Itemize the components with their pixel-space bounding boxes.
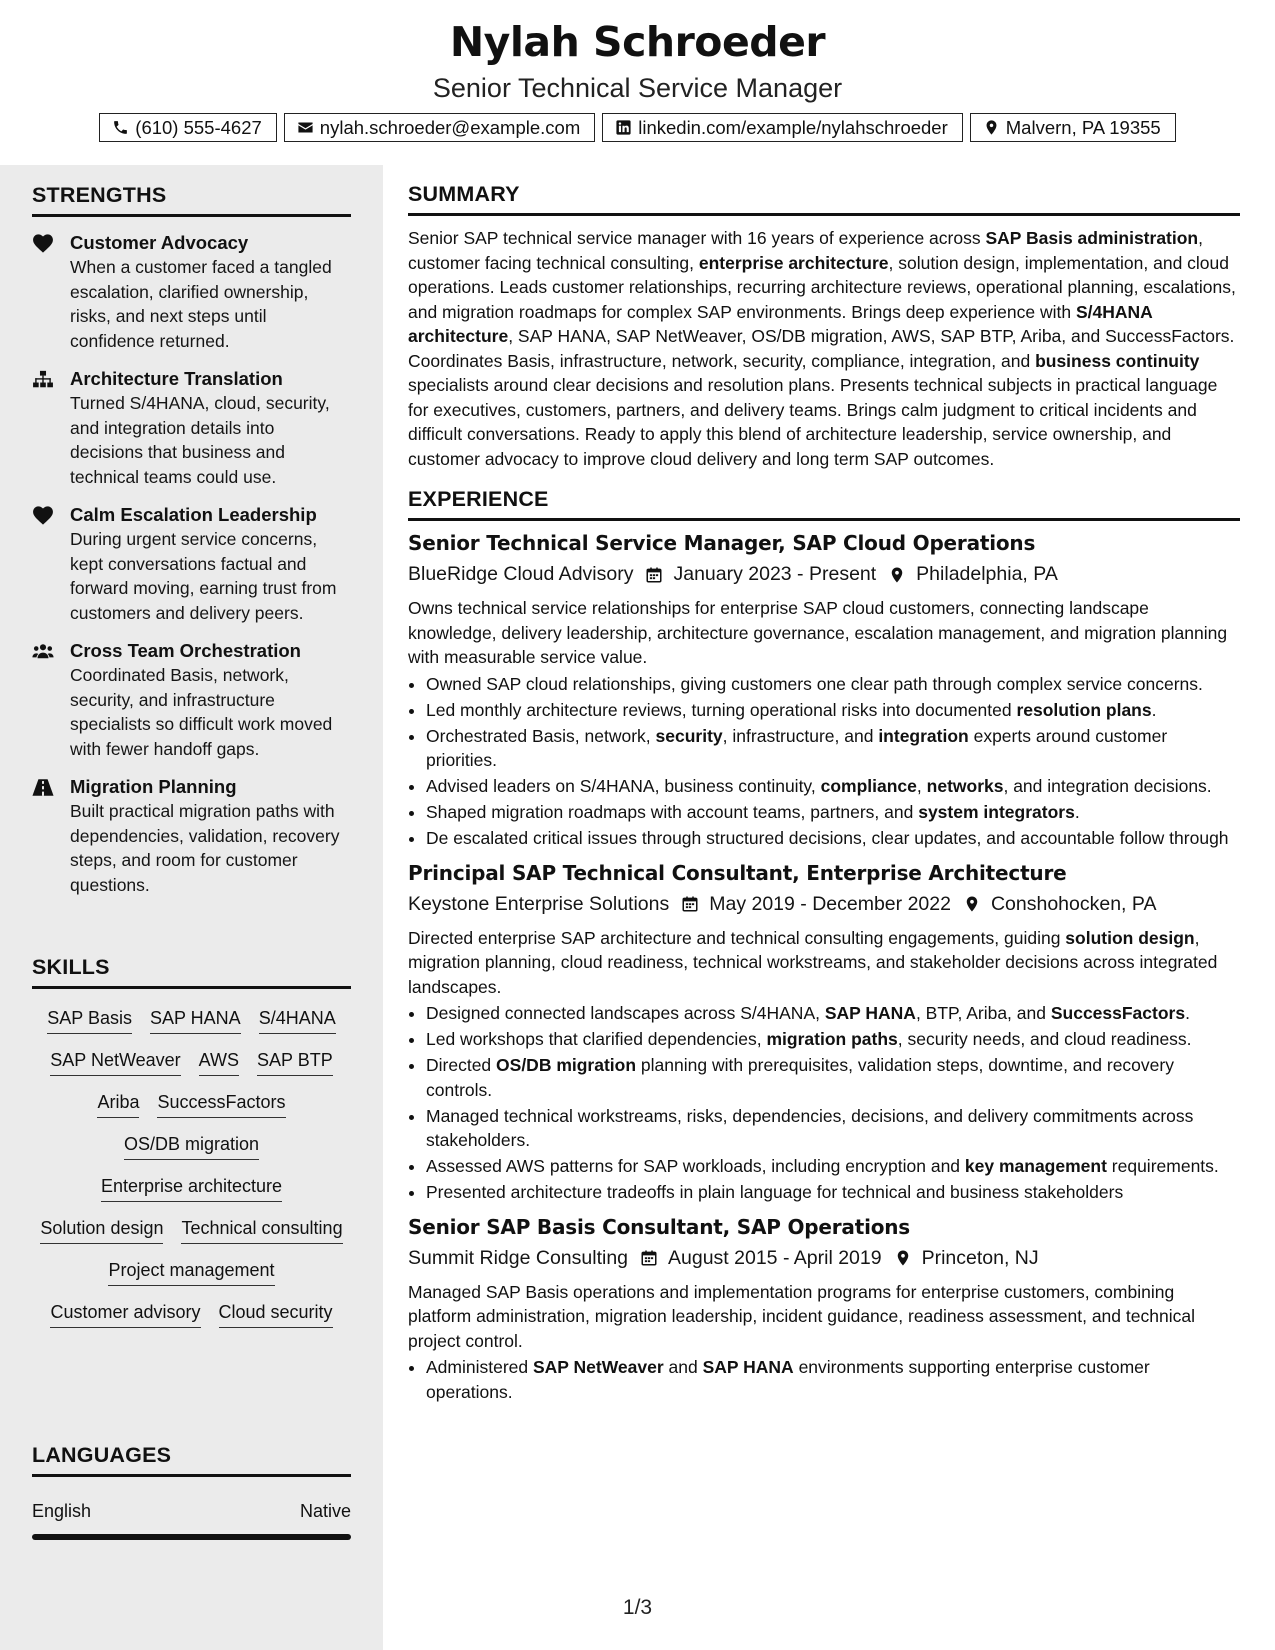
job-title: Principal SAP Technical Consultant, Enterprise Architecture (408, 860, 1067, 885)
sidebar (0, 165, 383, 1650)
text-run: and (663, 1357, 703, 1377)
skill-tag: Project management (108, 1259, 274, 1286)
text-run: Managed technical workstreams, risks, dependencies, decisions, and delivery commitments across stakeholders. (426, 1105, 1194, 1150)
text-run: Designed connected landscapes across S/4HANA, (426, 1003, 825, 1023)
text-run: Senior SAP technical service manager with 16 years of experience across (408, 228, 986, 248)
language-level: Native (299, 1501, 351, 1521)
phone-icon (112, 119, 129, 136)
bold-keyword: enterprise architecture (698, 252, 889, 273)
sitemap-icon (32, 370, 54, 389)
heart-icon (32, 234, 54, 253)
text-run: De escalated critical issues through structured decisions, clear updates, and accountable follow through (426, 828, 1229, 848)
text-run: Owns technical service relationships for enterprise SAP cloud customers, connecting landscape knowledge, delivery leadership, architecture governance, escalation management, and migration planning with measurable service value. (408, 598, 1228, 667)
bold-keyword: SuccessFactors (1050, 1003, 1186, 1023)
text-run: . (1151, 699, 1157, 720)
bullet-item (426, 826, 1240, 851)
strength-title: Calm Escalation Leadership (70, 504, 317, 525)
strength-title: Cross Team Orchestration (70, 640, 301, 661)
text-run: , security needs, and cloud readiness. (897, 1029, 1192, 1049)
bullet-item (426, 672, 1240, 697)
skill-tag: SuccessFactors (157, 1091, 285, 1118)
job-company: BlueRidge Cloud Advisory (408, 563, 634, 585)
job-title: Senior Technical Service Manager, SAP Cloud Operations (408, 531, 1036, 555)
skill-tag: Customer advisory (50, 1301, 200, 1328)
bullet-item (426, 1027, 1240, 1052)
job-bullets (408, 672, 1240, 851)
strengths-heading: STRENGTHS (32, 183, 351, 217)
job-bullets (408, 1001, 1240, 1205)
experience-heading: EXPERIENCE (408, 487, 1240, 521)
language-row (32, 1501, 351, 1522)
job-dates: May 2019 - December 2022 (709, 892, 951, 915)
text-run: Directed enterprise SAP architecture and technical consulting engagements, guiding (408, 927, 1066, 948)
skill-tag: OS/DB migration (124, 1133, 259, 1160)
strength-desc: When a customer faced a tangled escalation, clarified ownership, risks, and next steps until confidence returned. (70, 257, 332, 351)
job-title: Senior SAP Basis Consultant, SAP Operations (408, 1214, 911, 1239)
map-pin-icon (894, 1249, 912, 1267)
text-run: specialists around clear decisions and resolution plans. Presents technical subjects in practical language for executives, customers, partners, and delivery teams. Brings calm judgment to critical incidents and difficult conversations. Ready to apply this blend of architecture leadership, service ownership, and customer advocacy to improve cloud delivery and long term SAP outcomes. (408, 375, 1218, 469)
job-meta (408, 563, 1240, 586)
bullet-item (426, 1154, 1240, 1179)
bold-keyword: SAP Basis administration (985, 228, 1199, 248)
map-pin-icon (963, 895, 981, 913)
contact-phone-text: (610) 555-4627 (135, 116, 262, 138)
bullet-item (426, 1180, 1240, 1205)
text-run: Led monthly architecture reviews, turning operational risks into documented (426, 699, 1017, 720)
skill-tag: SAP Basis (47, 1007, 132, 1034)
job-meta (408, 1247, 1240, 1270)
bullet-item (426, 1355, 1240, 1404)
strength-desc: Coordinated Basis, network, security, and infrastructure specialists so difficult work moved with fewer handoff gaps. (70, 665, 333, 759)
strength-title: Customer Advocacy (70, 232, 249, 253)
language-name: English (32, 1501, 92, 1521)
page-number: 1/3 (622, 1596, 653, 1619)
text-run: Presented architecture tradeoffs in plain language for technical and business stakeholders (426, 1182, 1124, 1202)
text-run: Managed SAP Basis operations and implementation programs for enterprise customers, combining platform administration, migration leadership, incident guidance, readiness assessment, and technical project control. (408, 1281, 1195, 1351)
text-run: Assessed AWS patterns for SAP workloads, including encryption and (426, 1156, 965, 1176)
skill-tag: Technical consulting (181, 1217, 342, 1244)
job-location: Princeton, NJ (921, 1246, 1039, 1269)
bold-keyword: SAP NetWeaver (533, 1357, 664, 1377)
job-location: Philadelphia, PA (916, 563, 1058, 585)
bold-keyword: SAP HANA (702, 1357, 794, 1377)
contact-bar (0, 113, 1275, 142)
bold-keyword: business continuity (1035, 350, 1200, 371)
job-description (408, 596, 1240, 670)
bullet-item (426, 1104, 1240, 1153)
road-icon (32, 778, 54, 797)
bold-keyword: compliance (820, 776, 917, 796)
summary-text (408, 226, 1240, 471)
text-run: , SAP HANA, SAP NetWeaver, OS/DB migration, AWS, SAP BTP, Ariba, and SuccessFactors. Coordinates Basis, infrastructure, network, security, compliance, integration, and (408, 326, 1235, 371)
bold-keyword: migration paths (766, 1029, 898, 1049)
users-icon (32, 642, 54, 661)
strength-desc: Turned S/4HANA, cloud, security, and integration details into decisions that business and technical teams could use. (70, 393, 330, 487)
bold-keyword: networks (926, 776, 1004, 796)
job-dates: August 2015 - April 2019 (668, 1246, 882, 1269)
text-run: Orchestrated Basis, network, (426, 725, 656, 746)
contact-location-text: Malvern, PA 19355 (1005, 116, 1161, 138)
contact-email-text: nylah.schroeder@example.com (319, 116, 581, 138)
text-run: experts around customer priorities. (426, 725, 1168, 770)
job-meta (408, 893, 1240, 916)
text-run: planning with prerequisites, validation steps, downtime, and recovery controls. (426, 1055, 1174, 1100)
skill-tag: Cloud security (219, 1301, 333, 1328)
text-run: , customer facing technical consulting, (408, 228, 1204, 273)
skills-section (32, 955, 351, 1328)
language-proficiency-bar (32, 1534, 351, 1540)
main-content (408, 182, 1240, 1406)
languages-section (32, 1443, 351, 1540)
strength-item (32, 775, 351, 897)
text-run: Owned SAP cloud relationships, giving customers one clear path through complex service concerns. (426, 673, 1203, 694)
bold-keyword: OS/DB migration (496, 1055, 637, 1075)
strength-item (32, 639, 351, 761)
skill-tag: S/4HANA (259, 1007, 336, 1034)
resume-header (0, 0, 1275, 165)
contact-phone[interactable] (99, 113, 277, 142)
bold-keyword: key management (964, 1156, 1107, 1176)
job-company: Keystone Enterprise Solutions (408, 892, 670, 915)
text-run: Directed (426, 1055, 497, 1075)
contact-linkedin-text: linkedin.com/example/nylahschroeder (638, 116, 948, 138)
text-run: Led workshops that clarified dependencies, (426, 1029, 767, 1049)
skill-tag: AWS (199, 1049, 239, 1076)
contact-location (970, 113, 1176, 142)
candidate-name: Nylah Schroeder (449, 18, 826, 66)
bullet-item (426, 698, 1240, 723)
job-bullets (408, 1355, 1240, 1404)
job-description (408, 1280, 1240, 1354)
text-run: environments supporting enterprise customer operations. (426, 1357, 1150, 1402)
bold-keyword: S/4HANA architecture (408, 301, 1153, 346)
text-run: , migration planning, cloud readiness, technical workstreams, and stakeholder decisions across integrated landscapes. (408, 927, 1218, 997)
text-run: , BTP, Ariba, and (915, 1003, 1051, 1023)
bold-keyword: solution design (1065, 927, 1195, 948)
contact-email[interactable] (284, 113, 595, 142)
candidate-title: Senior Technical Service Manager (432, 73, 843, 103)
text-run: , solution design, implementation, and cloud operations. Leads customer relationships, recurring architecture reviews, operational planning, escalations, and migration roadmaps for complex SAP environments. Brings deep experience with (408, 252, 1236, 322)
summary-heading: SUMMARY (408, 182, 1240, 216)
strength-item (32, 367, 351, 489)
job-dates: January 2023 - Present (673, 563, 877, 585)
job-location: Conshohocken, PA (990, 892, 1157, 915)
calendar-icon (645, 566, 663, 584)
bold-keyword: resolution plans (1016, 699, 1152, 720)
bullet-item (426, 1053, 1240, 1102)
calendar-icon (681, 895, 699, 913)
contact-linkedin[interactable] (602, 113, 963, 142)
text-run: , (916, 776, 927, 796)
bold-keyword: security (655, 725, 723, 746)
heart-icon (32, 506, 54, 525)
map-pin-icon (983, 119, 1000, 136)
calendar-icon (640, 1249, 658, 1267)
bold-keyword: system integrators (918, 802, 1075, 822)
languages-heading: LANGUAGES (32, 1443, 351, 1477)
strength-title: Architecture Translation (70, 368, 283, 389)
text-run: , infrastructure, and (722, 725, 879, 746)
text-run: . (1185, 1003, 1190, 1023)
bold-keyword: integration (878, 725, 969, 746)
map-pin-icon (888, 566, 906, 584)
text-run: . (1074, 802, 1080, 822)
strength-desc: Built practical migration paths with dependencies, validation, recovery steps, and room for customer questions. (70, 801, 340, 895)
skill-tag: SAP NetWeaver (50, 1049, 180, 1076)
job-entry (408, 1215, 1240, 1405)
bullet-item (426, 724, 1240, 773)
skill-tag: SAP BTP (257, 1049, 333, 1076)
envelope-icon (297, 119, 314, 136)
skills-list (32, 989, 351, 1328)
text-run: , and integration decisions. (1003, 776, 1212, 796)
text-run: Advised leaders on S/4HANA, business continuity, (426, 776, 821, 796)
skill-tag: SAP HANA (150, 1007, 241, 1034)
linkedin-icon (615, 119, 632, 136)
strength-title: Migration Planning (70, 776, 237, 797)
bold-keyword: SAP HANA (824, 1003, 916, 1023)
bullet-item (426, 774, 1240, 799)
job-entry (408, 861, 1240, 1205)
text-run: requirements. (1106, 1156, 1219, 1176)
job-description (408, 926, 1240, 1000)
skills-heading: SKILLS (32, 955, 351, 989)
strength-item (32, 503, 351, 625)
strength-item (32, 231, 351, 353)
bullet-item (426, 1001, 1240, 1026)
skill-tag: Solution design (40, 1217, 163, 1244)
text-run: Administered (426, 1357, 533, 1377)
skill-tag: Ariba (97, 1091, 139, 1118)
bullet-item (426, 800, 1240, 825)
strengths-section (32, 183, 351, 897)
job-company: Summit Ridge Consulting (408, 1246, 629, 1269)
skill-tag: Enterprise architecture (101, 1175, 282, 1202)
strength-desc: During urgent service concerns, kept conversations factual and forward moving, earning trust from customers and delivery peers. (70, 529, 337, 623)
text-run: Shaped migration roadmaps with account teams, partners, and (426, 802, 919, 822)
job-entry (408, 531, 1240, 851)
